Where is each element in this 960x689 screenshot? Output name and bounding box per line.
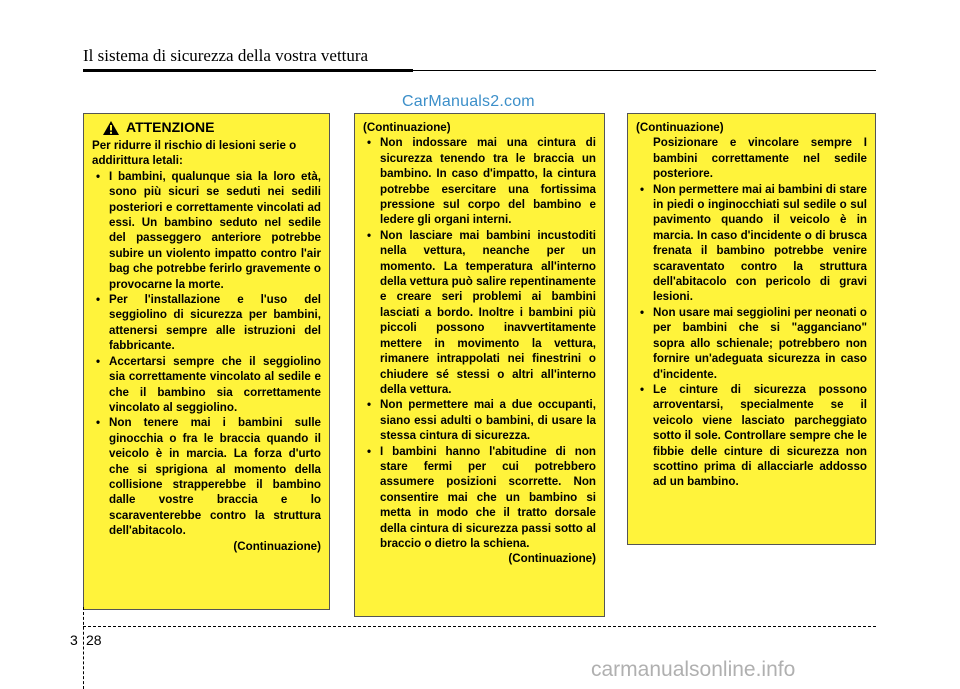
- warning-intro: Per ridurre il rischio di lesioni serie o addirittura letali:: [92, 139, 297, 168]
- warning-heading: [102, 120, 321, 136]
- list-item: • Le cinture di sicurezza possono arroventarsi, specialmente se il veicolo viene lasciato parcheggiato sotto il sole. Controllare sempre che le fibbie delle cinture di sicurezza non scottino prima di allacciarle addosso ad un bambino.: [636, 382, 867, 490]
- warning-triangle-icon: [102, 120, 120, 136]
- header-rule-thin: [413, 70, 876, 71]
- footer-vertical-rule: [83, 607, 84, 689]
- list-item: • Accertarsi sempre che il seggiolino sia correttamente vincolato al sedile e che il bambino sia correttamente vincolato al seggiolino.: [92, 354, 321, 416]
- list-item: • Non usare mai seggiolini per neonati o per bambini che si "agganciano" sopra allo schienale; potrebbero non fornire un'adeguata sicurezza in caso d'incidente.: [636, 305, 867, 382]
- footer-rule: [83, 626, 876, 627]
- list-item: • Non indossare mai una cintura di sicurezza tenendo tra le braccia un bambino. In caso d'impatto, la cintura potrebbe esercitare una fortissima pressione sul corpo del bambino e ledere gli organi interni.: [363, 135, 596, 227]
- list-item: • Non tenere mai i bambini sulle ginocchia o fra le braccia quando il veicolo è in marcia. La forza d'urto che si sprigiona al momento della collisione strapperebbe il bambino dalle vostre braccia e lo scaraventerebbe contro la struttura dell'abitacolo.: [92, 415, 321, 538]
- warning-panel-3: [627, 113, 876, 545]
- header-rule-thick: [83, 69, 413, 72]
- list-item: • I bambini hanno l'abitudine di non stare fermi per cui potrebbero assumere posizioni scorrette. Non consentire mai che un bambino si metta in modo che il tratto dorsale della cintura di sicurezza passi sotto al braccio o dietro la schiena.: [363, 444, 596, 552]
- page-number-value: 28: [86, 632, 102, 648]
- warning-panel-2: [354, 113, 605, 617]
- watermark-bottom[interactable]: carmanualsonline.info: [591, 658, 796, 681]
- warning-title: ATTENZIONE: [126, 119, 215, 136]
- lead-paragraph: Posizionare e vincolare sempre I bambini correttamente nel sedile posteriore.: [653, 136, 867, 181]
- warning-panel-1: [83, 113, 330, 610]
- continuation-head: (Continuazione): [363, 121, 451, 134]
- chapter-number: 3: [70, 632, 78, 648]
- list-item: • I bambini, qualunque sia la loro età, sono più sicuri se seduti nei sedili posteriori e correttamente vincolati ad essi. Un bambino seduto nel sedile del passeggero anteriore potrebbe subire un violento impatto contro l'air bag che potrebbe ferirlo gravemente o provocarne la morte.: [92, 169, 321, 292]
- continuation-head: (Continuazione): [636, 121, 724, 134]
- list-item: • Non permettere mai a due occupanti, siano essi adulti o bambini, di usare la stessa cintura di sicurezza.: [363, 397, 596, 443]
- list-item: • Non lasciare mai bambini incustoditi nella vettura, neanche per un momento. La temperatura all'interno della vettura può salire repentinamente e creare seri problemi ai bambini lasciati a bordo. Inoltre i bambini più piccoli possono inavvertitamente mettere in movimento la vettura, rimanere intrappolati nei finestrini o chiudere sé stessi o altri all'interno della vettura.: [363, 228, 596, 397]
- chapter-header-title: Il sistema di sicurezza della vostra vettura: [83, 46, 369, 65]
- list-item: • Non permettere mai ai bambini di stare in piedi o inginocchiati sul sedile o sul pavimento quando il veicolo è in marcia. In caso d'incidente o di brusca frenata il bambino potrebbe venire scaraventato contro la struttura dell'abitacolo con pericolo di gravi lesioni.: [636, 182, 867, 305]
- continuation-label: (Continuazione): [233, 539, 321, 553]
- list-item: • Per l'installazione e l'uso del seggiolino di sicurezza per bambini, attenersi sempre alle istruzioni del fabbricante.: [92, 292, 321, 354]
- watermark-top[interactable]: CarManuals2.com: [402, 93, 535, 110]
- continuation-label: (Continuazione): [508, 552, 596, 566]
